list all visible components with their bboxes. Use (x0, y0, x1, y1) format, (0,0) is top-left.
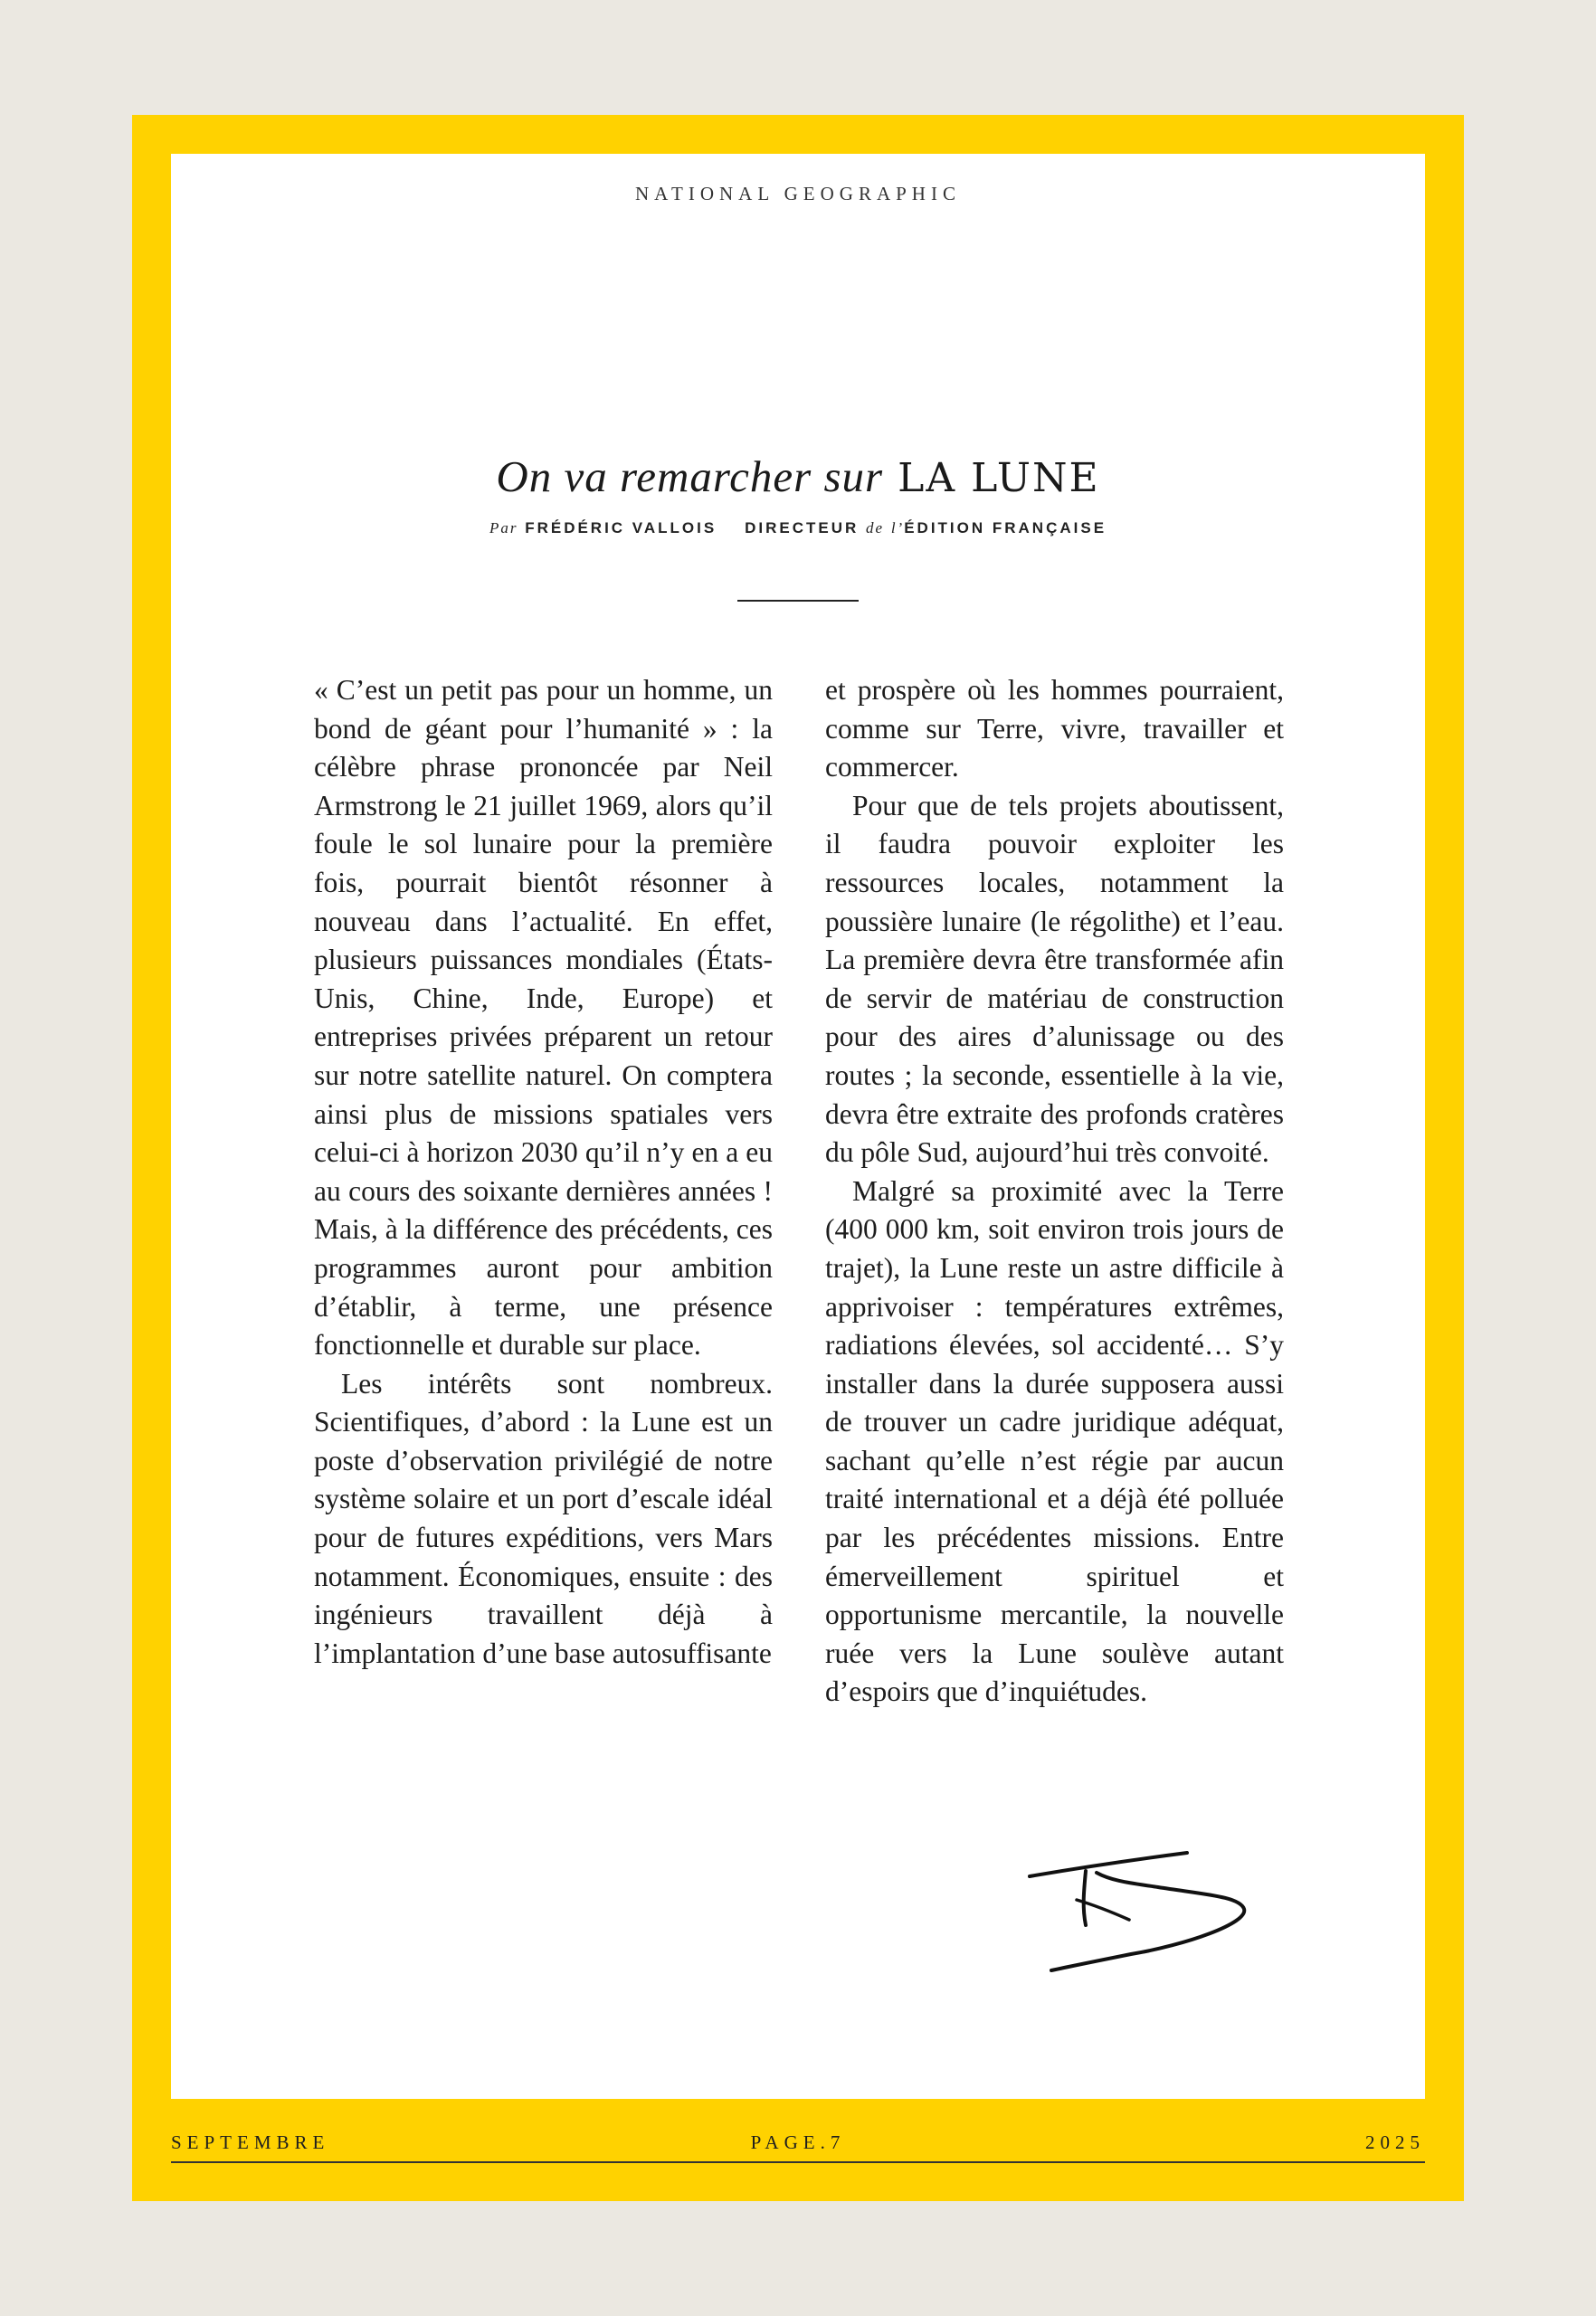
byline-edition: ÉDITION FRANÇAISE (904, 519, 1107, 536)
masthead: NATIONAL GEOGRAPHIC (635, 183, 961, 204)
byline-role: DIRECTEUR (745, 519, 860, 536)
body-paragraph: Les intérêts sont nombreux. Scientifiques, d’abord : la Lune est un poste d’observation privilégié de notre système solaire et un port d’escale idéal pour de futures expéditions, vers Mars notamment. Économiques, ensuite : des ingénieurs travaillent déjà à l’implantation d’une base autosuffisante (314, 1367, 773, 1669)
body-paragraph: Pour que de tels projets aboutissent, il faudra pouvoir exploiter les ressources locales, notamment la poussière lunaire (le régolithe) et l’eau. La première devra être transformée afin de servir de matériau de construction pour des aires d’alunissage ou des routes ; la seconde, essentielle à la vie, devra être extraite des profonds cratères du pôle Sud, aujourd’hui très convoité. (825, 789, 1284, 1169)
footer-year: 2025 (1365, 2131, 1425, 2153)
footer-divider (171, 2161, 1425, 2163)
body-column-right (825, 671, 1284, 1712)
body-column-left (314, 671, 773, 1673)
title-divider (737, 600, 859, 602)
body-paragraph: Malgré sa proximité avec la Terre (400 000 km, soit environ trois jours de trajet), la Lune reste un astre difficile à apprivoiser : températures extrêmes, radiations élevées, sol accidenté… S’y installer dans la durée supposera aussi de trouver un cadre juridique adéquat, sachant qu’elle n’est régie par aucun traité international et a déjà été polluée par les précédentes missions. Entre émerveillement spirituel et opportunisme mercantile, la nouvelle ruée vers la Lune soulève autant d’espoirs que d’inquiétudes. (825, 1174, 1284, 1708)
byline (0, 519, 1596, 537)
body-paragraph: et prospère où les hommes pourraient, comme sur Terre, vivre, travailler et commercer. (825, 674, 1284, 783)
body-paragraph: « C’est un petit pas pour un homme, un bond de géant pour l’humanité » : la célèbre phrase prononcée par Neil Armstrong le 21 juillet 1969, alors qu’il foule le sol lunaire pour la première fois, pourrait bientôt résonner à nouveau dans l’actualité. En effet, plusieurs puissances mondiales (États-Unis, Chine, Inde, Europe) et entreprises privées préparent un retour sur notre satellite naturel. On comptera ainsi plus de missions spatiales vers celui-ci à horizon 2030 qu’il n’y en a eu au cours des soixante dernières années ! Mais, à la différence des précédents, ces programmes auront pour ambition d’établir, à terme, une présence fonctionnelle et durable sur place. (314, 674, 773, 1362)
author-signature (1022, 1818, 1276, 1977)
byline-author: FRÉDÉRIC VALLOIS (525, 519, 717, 536)
byline-par: Par (489, 519, 518, 536)
byline-de: de (866, 519, 885, 536)
footer-page-number: PAGE.7 (750, 2131, 846, 2153)
headline-caps: LA LUNE (898, 455, 1100, 501)
footer-month: SEPTEMBRE (171, 2131, 330, 2153)
byline-article: l’ (890, 519, 905, 536)
headline-italic: On va remarcher sur (496, 451, 884, 501)
headline (0, 451, 1596, 502)
